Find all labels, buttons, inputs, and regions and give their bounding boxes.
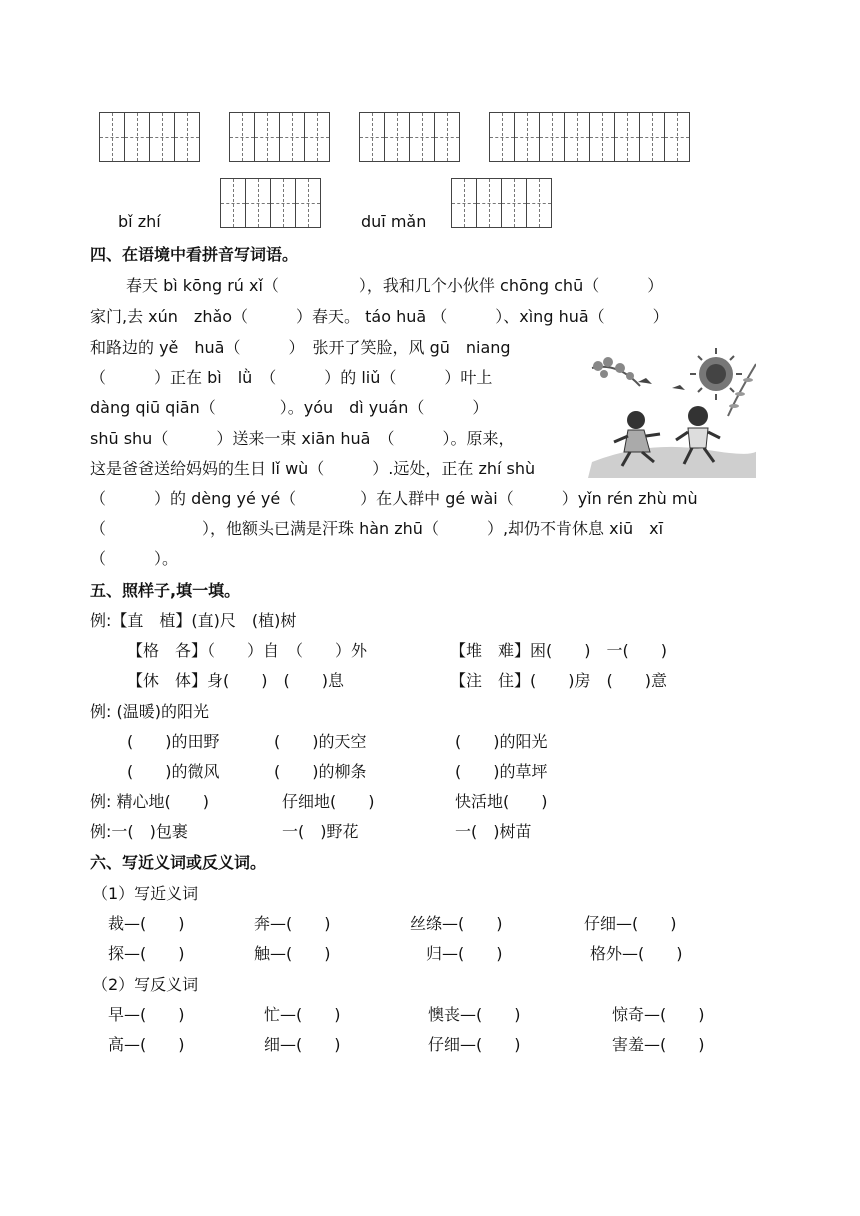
antonym-item: 忙—( ) bbox=[264, 1005, 341, 1024]
section4-line-2: 家门,去 xún zhǎo（ ）春天。 táo huā （ ）、xìng huā（ ） bbox=[90, 307, 669, 326]
section5-row4-c: ( )的草坪 bbox=[455, 762, 548, 781]
synonym-item: 奔—( ) bbox=[254, 914, 331, 933]
section4-title: 四、在语境中看拼音写词语。 bbox=[90, 245, 299, 264]
synonym-item: 裁—( ) bbox=[108, 914, 185, 933]
writing-grid-2[interactable] bbox=[229, 112, 329, 162]
spring-picture-icon bbox=[588, 344, 756, 478]
section4-line-7: 这是爸爸送给妈妈的生日 lǐ wù（ ）.远处，正在 zhí shù bbox=[90, 459, 536, 478]
section4-line-3: 和路边的 yě huā（ ） 张开了笑脸，风 gū niang bbox=[90, 338, 511, 357]
section5-example-2: 例: (温暖)的阳光 bbox=[90, 702, 209, 721]
section5-example-3b: 仔细地( ) bbox=[282, 792, 375, 811]
writing-grid-1[interactable] bbox=[99, 112, 199, 162]
synonym-item: 格外—( ) bbox=[590, 944, 683, 963]
section4-line-8: （ ）的 dèng yé yé（ ）在人群中 gé wài（ ）yǐn rén zhù mù bbox=[90, 489, 698, 508]
section4-line-4: （ ）正在 bì lǜ （ ）的 liǔ（ ）叶上 bbox=[90, 368, 493, 387]
section4-line-1: 春天 bì kōng rú xǐ（ ），我和几个小伙伴 chōng chū（ ） bbox=[126, 276, 664, 295]
writing-grid-3[interactable] bbox=[359, 112, 459, 162]
section5-row3-a: ( )的田野 bbox=[127, 732, 220, 751]
section5-title: 五、照样子,填一填。 bbox=[90, 581, 241, 600]
writing-grid-duiman[interactable] bbox=[451, 178, 551, 228]
section6-title: 六、写近义词或反义词。 bbox=[90, 853, 267, 872]
pinyin-label-duiman: duī mǎn bbox=[361, 212, 427, 231]
section4-line-10: （ ）。 bbox=[90, 549, 179, 568]
section4-line-5: dàng qiū qiān（ ）。yóu dì yuán（ ） bbox=[90, 398, 489, 417]
section5-example-4c: 一( )树苗 bbox=[455, 822, 532, 841]
synonym-item: 探—( ) bbox=[108, 944, 185, 963]
section5-example-3a: 例: 精心地( ) bbox=[90, 792, 209, 811]
section4-line-9: （ ），他额头已满是汗珠 hàn zhū（ ）,却仍不肯休息 xiū xī bbox=[90, 519, 664, 538]
antonym-item: 懊丧—( ) bbox=[428, 1005, 521, 1024]
section5-row2-b: 【注 住】( )房 ( )意 bbox=[450, 671, 667, 690]
section5-row1-b: 【堆 难】困( ) 一( ) bbox=[450, 641, 667, 660]
section5-example-1: 例:【直 植】(直)尺 (植)树 bbox=[90, 611, 297, 630]
section5-example-4a: 例:一( )包裹 bbox=[90, 822, 188, 841]
antonym-item: 害羞—( ) bbox=[612, 1035, 705, 1054]
section5-row3-b: ( )的天空 bbox=[274, 732, 367, 751]
section5-row3-c: ( )的阳光 bbox=[455, 732, 548, 751]
writing-grid-4[interactable] bbox=[489, 112, 689, 162]
section4-line-6: shū shu（ ）送来一束 xiān huā （ ）。原来， bbox=[90, 429, 515, 448]
antonym-item: 高—( ) bbox=[108, 1035, 185, 1054]
section5-row4-a: ( )的微风 bbox=[127, 762, 220, 781]
section5-row1-a: 【格 各】（ ）自 （ ）外 bbox=[127, 641, 368, 660]
section5-example-4b: 一( )野花 bbox=[282, 822, 359, 841]
antonym-item: 惊奇—( ) bbox=[612, 1005, 705, 1024]
synonym-item: 仔细—( ) bbox=[584, 914, 677, 933]
writing-grid-bizhi[interactable] bbox=[220, 178, 320, 228]
section5-example-3c: 快活地( ) bbox=[455, 792, 548, 811]
synonym-item: 触—( ) bbox=[254, 944, 331, 963]
section5-row4-b: ( )的柳条 bbox=[274, 762, 367, 781]
section6-synonym-heading: （1）写近义词 bbox=[92, 884, 199, 903]
synonym-item: 丝绦—( ) bbox=[410, 914, 503, 933]
synonym-item: 归—( ) bbox=[426, 944, 503, 963]
antonym-item: 早—( ) bbox=[108, 1005, 185, 1024]
pinyin-label-bizhi: bǐ zhí bbox=[118, 212, 161, 231]
section5-row2-a: 【休 体】身( ) ( )息 bbox=[127, 671, 344, 690]
antonym-item: 细—( ) bbox=[264, 1035, 341, 1054]
antonym-item: 仔细—( ) bbox=[428, 1035, 521, 1054]
section6-antonym-heading: （2）写反义词 bbox=[92, 975, 199, 994]
